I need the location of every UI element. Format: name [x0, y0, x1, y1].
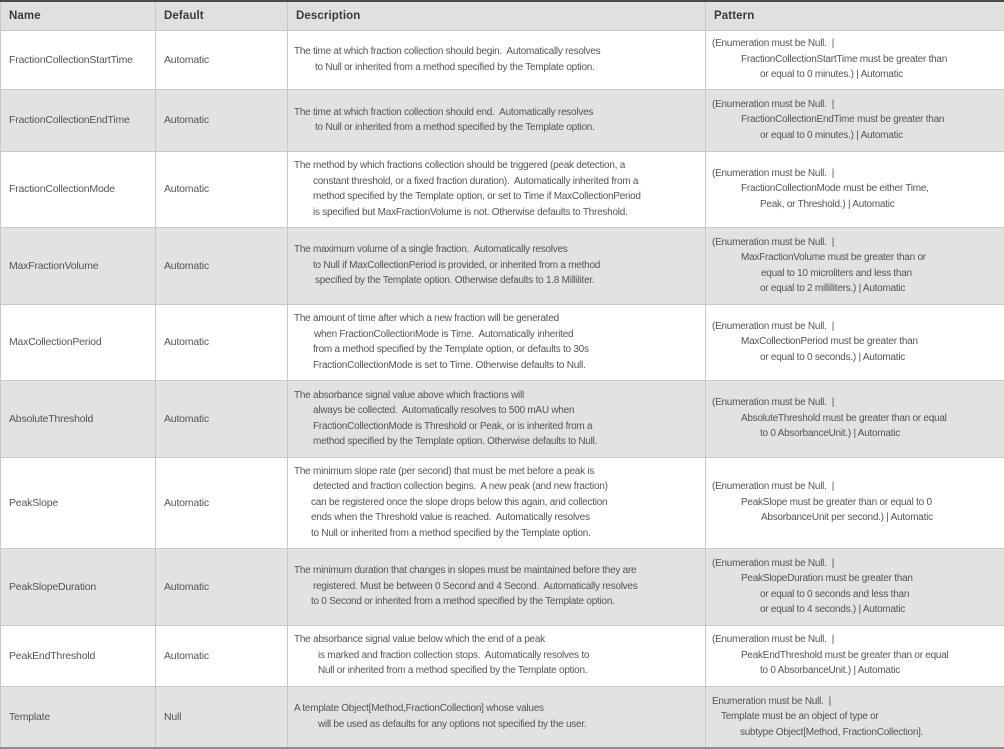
pattern-line: PeakEndThreshold must be greater than or equal — [741, 649, 949, 661]
option-description-cell — [288, 151, 706, 227]
option-name-cell: MaxFractionVolume — [1, 227, 156, 304]
column-header-default: Default — [156, 1, 288, 30]
option-default-cell: Null — [156, 686, 288, 748]
option-pattern-cell — [706, 380, 1004, 457]
description-line: FractionCollectionMode is Threshold or Peak, or is inherited from a — [313, 420, 593, 432]
pattern-line: PeakSlopeDuration must be greater than — [741, 573, 913, 584]
pattern-line: (Enumeration must be Null. | — [712, 634, 835, 646]
description-line: The absorbance signal value above which fractions will — [294, 389, 524, 401]
option-default-cell: Automatic — [156, 625, 288, 686]
pattern-line: (Enumeration must be Null. | — [712, 167, 835, 179]
table-row — [1, 30, 1004, 89]
table-body — [1, 30, 1004, 748]
pattern-line: (Enumeration must be Null. | — [712, 38, 835, 50]
description-line: to Null or inherited from a method specified by the Template option. — [311, 527, 591, 539]
table-row — [1, 548, 1004, 625]
header-row — [1, 1, 1004, 30]
option-default-cell: Automatic — [156, 89, 288, 151]
description-line: The maximum volume of a single fraction. Automatically resolves — [294, 244, 568, 256]
column-header-description: Description — [288, 1, 706, 30]
pattern-line: to 0 AbsorbanceUnit.) | Automatic — [760, 428, 900, 440]
pattern-line: or equal to 4 seconds.) | Automatic — [760, 604, 906, 615]
pattern-line: equal to 10 microliters and less than — [761, 267, 912, 279]
option-name-cell: PeakEndThreshold — [1, 625, 156, 686]
option-description-cell — [288, 686, 706, 748]
pattern-line: Template must be an object of type or — [721, 711, 879, 722]
option-description-cell — [288, 625, 706, 686]
column-header-pattern: Pattern — [706, 1, 1004, 30]
description-line: FractionCollectionMode is set to Time. Otherwise defaults to Null. — [313, 359, 586, 371]
description-line: when FractionCollectionMode is Time. Automatically inherited — [314, 328, 574, 340]
option-default-cell: Automatic — [156, 457, 288, 548]
pattern-line: (Enumeration must be Null. | — [712, 557, 835, 569]
description-line: to Null or inherited from a method specified by the Template option. — [315, 122, 595, 133]
pattern-line: or equal to 0 seconds.) | Automatic — [760, 351, 906, 363]
description-line: The absorbance signal value below which the end of a peak — [294, 634, 545, 646]
description-line: from a method specified by the Template option, or defaults to 30s — [313, 344, 589, 355]
description-line: method specified by the Template option, or set to Time if MaxCollectionPeriod — [313, 191, 641, 202]
description-line: can be registered once the slope drops below this again, and collection — [311, 496, 608, 508]
option-default-cell: Automatic — [156, 227, 288, 304]
description-line: to Null or inherited from a method specified by the Template option. — [315, 61, 595, 73]
option-name-cell: FractionCollectionEndTime — [1, 89, 156, 151]
option-description-cell — [288, 30, 706, 89]
pattern-line: or equal to 0 seconds and less than — [760, 588, 910, 600]
description-line: A template Object[Method,FractionCollection] whose values — [294, 703, 544, 715]
pattern-line: FractionCollectionStartTime must be greater than — [741, 53, 948, 65]
pattern-line: subtype Object[Method, FractionCollection]. — [740, 726, 924, 738]
description-line: The minimum slope rate (per second) that must be met before a peak is — [294, 465, 595, 477]
option-default-cell: Automatic — [156, 548, 288, 625]
option-pattern-cell — [706, 548, 1004, 625]
description-line: to 0 Second or inherited from a method specified by the Template option. — [311, 596, 615, 608]
description-line: ends when the Threshold value is reached. Automatically resolves — [311, 512, 590, 524]
option-pattern-cell — [706, 30, 1004, 89]
table-row — [1, 457, 1004, 548]
column-header-name: Name — [1, 1, 156, 30]
option-default-cell: Automatic — [156, 30, 288, 89]
option-pattern-cell — [706, 457, 1004, 548]
pattern-line: (Enumeration must be Null. | — [712, 98, 835, 110]
option-name-cell: FractionCollectionMode — [1, 151, 156, 227]
option-name-cell: PeakSlopeDuration — [1, 548, 156, 625]
option-name-cell: MaxCollectionPeriod — [1, 304, 156, 380]
description-line: detected and fraction collection begins. A new peak (and new fraction) — [313, 481, 608, 493]
pattern-line: or equal to 2 milliliters.) | Automatic — [760, 283, 906, 294]
option-name-cell: AbsoluteThreshold — [1, 380, 156, 457]
table-row — [1, 151, 1004, 227]
description-line: constant threshold, or a fixed fraction duration). Automatically inherited from a — [313, 175, 639, 187]
pattern-line: PeakSlope must be greater than or equal to 0 — [741, 496, 932, 508]
pattern-line: Enumeration must be Null. | — [712, 695, 831, 707]
pattern-line: (Enumeration must be Null. | — [712, 236, 835, 248]
table-row — [1, 625, 1004, 686]
pattern-line: AbsorbanceUnit per second.) | Automatic — [761, 512, 933, 524]
description-line: to Null if MaxCollectionPeriod is provided, or inherited from a method — [313, 259, 601, 271]
pattern-line: FractionCollectionMode must be either Time, — [741, 183, 929, 195]
option-name-cell: PeakSlope — [1, 457, 156, 548]
pattern-line: MaxFractionVolume must be greater than or — [741, 252, 926, 263]
option-default-cell: Automatic — [156, 151, 288, 227]
description-line: Null or inherited from a method specified by the Template option. — [318, 665, 588, 677]
option-pattern-cell — [706, 227, 1004, 304]
table-row — [1, 227, 1004, 304]
pattern-line: FractionCollectionEndTime must be greater than — [741, 114, 945, 126]
description-line: The minimum duration that changes in slopes must be maintained before they are — [294, 565, 637, 577]
description-line: The time at which fraction collection should end. Automatically resolves — [294, 106, 594, 118]
pattern-line: or equal to 0 minutes.) | Automatic — [760, 69, 903, 81]
description-line: always be collected. Automatically resolves to 500 mAU when — [313, 405, 575, 416]
option-description-cell — [288, 548, 706, 625]
table-row — [1, 89, 1004, 151]
pattern-line: (Enumeration must be Null. | — [712, 397, 835, 409]
table-row — [1, 304, 1004, 380]
option-description-cell — [288, 227, 706, 304]
table-row — [1, 380, 1004, 457]
pattern-line: or equal to 0 minutes.) | Automatic — [760, 129, 903, 141]
option-pattern-cell — [706, 625, 1004, 686]
description-line: is marked and fraction collection stops. Automatically resolves to — [318, 649, 590, 661]
description-line: The time at which fraction collection should begin. Automatically resolves — [294, 46, 601, 57]
option-description-cell — [288, 380, 706, 457]
option-pattern-cell — [706, 89, 1004, 151]
table-header — [1, 1, 1004, 30]
option-pattern-cell — [706, 304, 1004, 380]
pattern-line: Peak, or Threshold.) | Automatic — [760, 198, 895, 210]
description-line: The method by which fractions collection should be triggered (peak detection, a — [294, 160, 626, 171]
description-line: method specified by the Template option. Otherwise defaults to Null. — [313, 436, 598, 447]
table-row — [1, 686, 1004, 748]
description-line: registered. Must be between 0 Second and 4 Second. Automatically resolves — [313, 580, 638, 592]
pattern-line: (Enumeration must be Null. | — [712, 481, 835, 493]
pattern-line: to 0 AbsorbanceUnit.) | Automatic — [760, 665, 900, 677]
option-pattern-cell — [706, 686, 1004, 748]
description-line: will be used as defaults for any options not specified by the user. — [318, 718, 587, 730]
description-line: The amount of time after which a new fraction will be generated — [294, 313, 559, 324]
pattern-line: MaxCollectionPeriod must be greater than — [741, 336, 918, 348]
option-description-cell — [288, 89, 706, 151]
description-line: specified by the Template option. Otherwise defaults to 1.8 Milliliter. — [315, 275, 595, 287]
option-default-cell: Automatic — [156, 380, 288, 457]
description-line: is specified but MaxFractionVolume is not. Otherwise defaults to Threshold. — [313, 206, 628, 218]
option-description-cell — [288, 457, 706, 548]
option-name-cell: FractionCollectionStartTime — [1, 30, 156, 89]
pattern-line: AbsoluteThreshold must be greater than or equal — [741, 412, 947, 424]
option-description-cell — [288, 304, 706, 380]
option-pattern-cell — [706, 151, 1004, 227]
option-default-cell: Automatic — [156, 304, 288, 380]
option-name-cell: Template — [1, 686, 156, 748]
pattern-line: (Enumeration must be Null. | — [712, 320, 835, 332]
